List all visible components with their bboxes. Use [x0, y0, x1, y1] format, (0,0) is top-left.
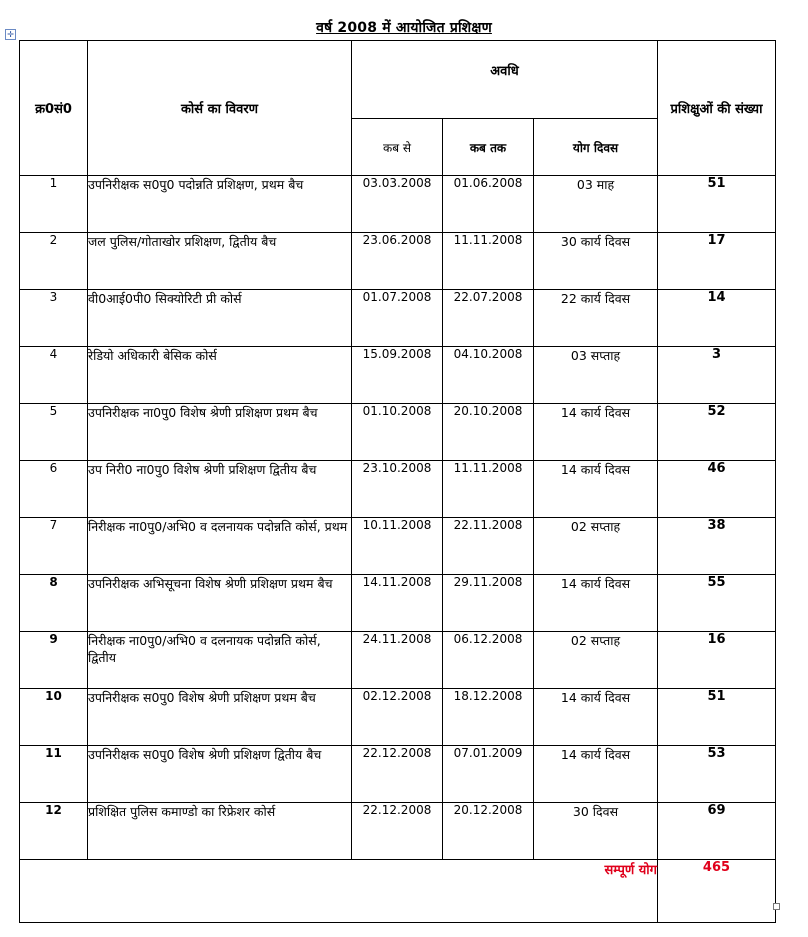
- header-from: कब से: [352, 119, 443, 176]
- row-to-date: 22.11.2008: [443, 518, 534, 575]
- row-trainee-count: 69: [658, 803, 776, 860]
- row-from-date: 02.12.2008: [352, 689, 443, 746]
- row-days: 14 कार्य दिवस: [534, 404, 658, 461]
- row-trainee-count: 38: [658, 518, 776, 575]
- table-row: [20, 575, 776, 632]
- row-trainee-count: 46: [658, 461, 776, 518]
- row-description: निरीक्षक ना0पु0/अभि0 व दलनायक पदोन्नति कोर्स, द्वितीय: [88, 632, 352, 689]
- row-to-date: 20.12.2008: [443, 803, 534, 860]
- table-move-handle-icon[interactable]: ✛: [5, 29, 16, 40]
- row-days: 14 कार्य दिवस: [534, 575, 658, 632]
- row-from-date: 22.12.2008: [352, 803, 443, 860]
- table-row: [20, 404, 776, 461]
- row-from-date: 01.10.2008: [352, 404, 443, 461]
- table-row: [20, 518, 776, 575]
- row-days: 14 कार्य दिवस: [534, 746, 658, 803]
- row-to-date: 07.01.2009: [443, 746, 534, 803]
- row-days: 03 माह: [534, 176, 658, 233]
- row-from-date: 15.09.2008: [352, 347, 443, 404]
- row-to-date: 29.11.2008: [443, 575, 534, 632]
- row-serial: 6: [20, 461, 88, 518]
- row-trainee-count: 51: [658, 689, 776, 746]
- table-resize-handle-icon[interactable]: [773, 903, 780, 910]
- row-days: 14 कार्य दिवस: [534, 461, 658, 518]
- row-from-date: 23.10.2008: [352, 461, 443, 518]
- header-description: कोर्स का विवरण: [88, 41, 352, 176]
- row-description: उपनिरीक्षक स0पु0 विशेष श्रेणी प्रशिक्षण प्रथम बैच: [88, 689, 352, 746]
- row-days: 30 दिवस: [534, 803, 658, 860]
- row-to-date: 06.12.2008: [443, 632, 534, 689]
- total-row: [20, 860, 776, 923]
- row-serial: 5: [20, 404, 88, 461]
- row-trainee-count: 55: [658, 575, 776, 632]
- header-row: [20, 41, 776, 119]
- row-trainee-count: 3: [658, 347, 776, 404]
- page-title: वर्ष 2008 में आयोजित प्रशिक्षण: [316, 20, 492, 36]
- row-to-date: 22.07.2008: [443, 290, 534, 347]
- row-days: 02 सप्ताह: [534, 632, 658, 689]
- row-trainee-count: 51: [658, 176, 776, 233]
- row-days: 22 कार्य दिवस: [534, 290, 658, 347]
- table-row: [20, 233, 776, 290]
- row-serial: 1: [20, 176, 88, 233]
- row-serial: 4: [20, 347, 88, 404]
- row-serial: 9: [20, 632, 88, 689]
- row-description: उपनिरीक्षक अभिसूचना विशेष श्रेणी प्रशिक्षण प्रथम बैच: [88, 575, 352, 632]
- header-serial: क्र0सं0: [20, 41, 88, 176]
- row-serial: 8: [20, 575, 88, 632]
- header-to: कब तक: [443, 119, 534, 176]
- table-row: [20, 689, 776, 746]
- row-to-date: 04.10.2008: [443, 347, 534, 404]
- row-serial: 12: [20, 803, 88, 860]
- row-trainee-count: 14: [658, 290, 776, 347]
- row-to-date: 18.12.2008: [443, 689, 534, 746]
- table-row: [20, 176, 776, 233]
- row-from-date: 22.12.2008: [352, 746, 443, 803]
- row-description: रेडियो अधिकारी बेसिक कोर्स: [88, 347, 352, 404]
- row-trainee-count: 16: [658, 632, 776, 689]
- row-description: उपनिरीक्षक स0पु0 विशेष श्रेणी प्रशिक्षण द्वितीय बैच: [88, 746, 352, 803]
- total-value: 465: [658, 860, 776, 923]
- row-serial: 11: [20, 746, 88, 803]
- row-description: जल पुलिस/गोताखोर प्रशिक्षण, द्वितीय बैच: [88, 233, 352, 290]
- row-trainee-count: 17: [658, 233, 776, 290]
- row-days: 02 सप्ताह: [534, 518, 658, 575]
- table-row: [20, 803, 776, 860]
- row-description: उपनिरीक्षक ना0पु0 विशेष श्रेणी प्रशिक्षण प्रथम बैच: [88, 404, 352, 461]
- table-row: [20, 290, 776, 347]
- row-description: उप निरी0 ना0पु0 विशेष श्रेणी प्रशिक्षण द्वितीय बैच: [88, 461, 352, 518]
- table-row: [20, 461, 776, 518]
- table-row: [20, 347, 776, 404]
- row-from-date: 01.07.2008: [352, 290, 443, 347]
- row-serial: 3: [20, 290, 88, 347]
- training-table: [19, 40, 776, 923]
- row-to-date: 20.10.2008: [443, 404, 534, 461]
- row-days: 30 कार्य दिवस: [534, 233, 658, 290]
- row-description: प्रशिक्षित पुलिस कमाण्डो का रिफ्रेशर कोर्स: [88, 803, 352, 860]
- row-from-date: 24.11.2008: [352, 632, 443, 689]
- row-to-date: 11.11.2008: [443, 461, 534, 518]
- row-from-date: 23.06.2008: [352, 233, 443, 290]
- row-days: 14 कार्य दिवस: [534, 689, 658, 746]
- row-from-date: 10.11.2008: [352, 518, 443, 575]
- row-from-date: 14.11.2008: [352, 575, 443, 632]
- row-serial: 7: [20, 518, 88, 575]
- header-days: योग दिवस: [534, 119, 658, 176]
- row-trainee-count: 53: [658, 746, 776, 803]
- header-duration: अवधि: [352, 41, 658, 119]
- total-label: सम्पूर्ण योग: [20, 860, 658, 923]
- table-row: [20, 632, 776, 689]
- row-serial: 10: [20, 689, 88, 746]
- row-serial: 2: [20, 233, 88, 290]
- row-to-date: 01.06.2008: [443, 176, 534, 233]
- row-description: वी0आई0पी0 सिक्योरिटी प्री कोर्स: [88, 290, 352, 347]
- row-to-date: 11.11.2008: [443, 233, 534, 290]
- row-trainee-count: 52: [658, 404, 776, 461]
- row-description: उपनिरीक्षक स0पु0 पदोन्नति प्रशिक्षण, प्रथम बैच: [88, 176, 352, 233]
- row-days: 03 सप्ताह: [534, 347, 658, 404]
- table-row: [20, 746, 776, 803]
- row-description: निरीक्षक ना0पु0/अभि0 व दलनायक पदोन्नति कोर्स, प्रथम: [88, 518, 352, 575]
- row-from-date: 03.03.2008: [352, 176, 443, 233]
- header-trainees: प्रशिक्षुओं की संख्या: [658, 41, 776, 176]
